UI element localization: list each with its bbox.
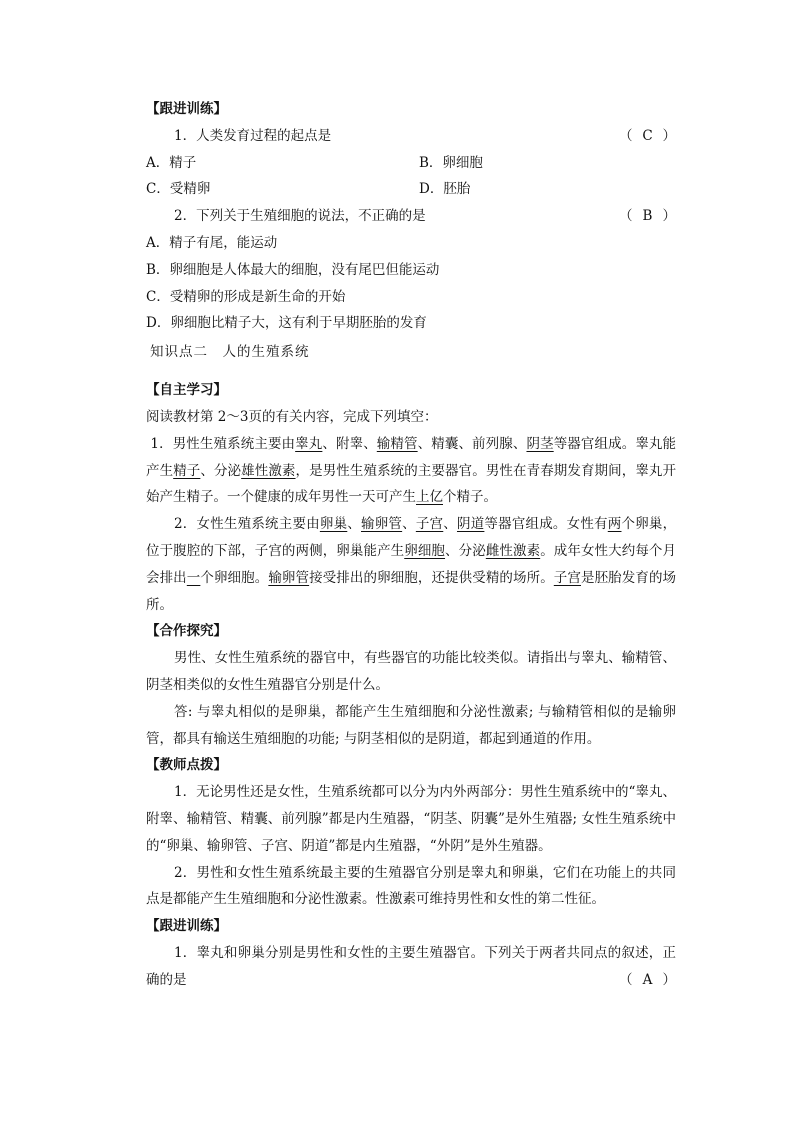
self-study-paragraph-2 (146, 511, 676, 618)
teacher-heading: 【教师点拨】 (146, 757, 227, 774)
options-row (146, 176, 676, 203)
blank-answer: 睾丸 (295, 435, 323, 452)
cooperate-heading: 【合作探究】 (146, 623, 227, 640)
question-stem: 1．睾丸和卵巢分别是男性和女性的主要生殖器官。下列关于两者共同点的叙述，正确的是 (146, 944, 676, 988)
text: 、附睾、 (322, 435, 377, 452)
question-stem: 1．人类发育过程的起点是 (174, 127, 332, 144)
blank-answer: 阴道 (456, 516, 485, 533)
blank-answer: 输精管 (376, 435, 418, 452)
text: 个精子。 (443, 489, 497, 506)
option-d: D．胚胎 (419, 181, 471, 198)
answer-letter: B (642, 208, 653, 225)
text: 是胚胎发育的场所。 (146, 569, 677, 613)
text: 等器官组成。女性有 (484, 516, 608, 533)
blank-answer: 雌性激素 (485, 542, 541, 559)
cooperate-question (146, 645, 676, 699)
option-b: B．卵细胞 (419, 154, 483, 171)
option-d: D．卵细胞比精子大，这有利于早期胚胎的发育 (146, 315, 427, 332)
question-2 (146, 203, 676, 230)
training-heading-2: 【跟进训练】 (146, 918, 227, 935)
answer-bracket: （ B ） (619, 203, 676, 230)
question-1 (146, 123, 676, 150)
cooperate-question-text: 男性、女性生殖系统的器官中，有些器官的功能比较类似。请指出与睾丸、输精管、阴茎相类似的女性生殖器官分别是什么。 (146, 650, 676, 693)
question-stem: 2．下列关于生殖细胞的说法，不正确的是 (174, 208, 426, 225)
teacher-paragraph-2 (146, 860, 676, 914)
self-study-heading: 【自主学习】 (146, 382, 227, 399)
answer-bracket: （ C ） (619, 123, 676, 150)
answer-letter: A (642, 971, 653, 988)
text: ，是男性生殖系统的主要器官。男性在青春期发育期间，睾丸开始产生精子。一个健康的成年男性一天可产生 (146, 462, 677, 506)
question-1-b (146, 940, 676, 994)
self-study-intro: 阅读教材第 2～3页的有关内容，完成下列填空： (146, 408, 438, 425)
cooperate-answer-text: 答: 与睾丸相似的是卵巢，都能产生生殖细胞和分泌性激素; 与输精管相似的是输卵管，都具有输送生殖细胞的功能; 与阴茎相似的是阴道，都起到通道的作用。 (146, 703, 676, 747)
teacher-paragraph-1-text: 1．无论男性还是女性，生殖系统都可以分为内外两部分：男性生殖系统中的“睾丸、附睾、输精管、精囊、前列腺”都是内生殖器，“阴茎、阴囊”是外生殖器; 女性生殖系统中的“卵巢、输卵管、子宫、阴道”都是内生殖器，“外阴”是外生殖器。 (146, 784, 676, 854)
teacher-paragraph-2-text: 2．男性和女性生殖系统最主要的生殖器官分别是睾丸和卵巢，它们在功能上的共同点是都能产生生殖细胞和分泌性激素。性激素可维持男性和女性的第二性征。 (146, 864, 676, 908)
option-a: A．精子 (146, 154, 197, 171)
text: 1．男性生殖系统主要由 (150, 435, 296, 452)
blank-answer: 子宫 (553, 569, 581, 586)
text: 、分泌 (200, 462, 242, 479)
option-c: C．受精卵 (146, 181, 211, 198)
blank-answer: 卵巢 (319, 516, 348, 533)
self-study-paragraph-1 (146, 431, 676, 511)
text: 接受排出的卵细胞，还提供受精的场所。 (309, 569, 554, 586)
text: 、精囊、前列腺、 (417, 435, 527, 452)
worksheet-page (146, 96, 676, 994)
blank-answer: 输卵管 (361, 516, 403, 533)
blank-answer: 子宫 (415, 516, 444, 533)
option-c: C．受精卵的形成是新生命的开始 (146, 288, 346, 305)
answer-bracket: （ A ） (619, 967, 676, 994)
text: 、 (402, 516, 416, 533)
blank-answer: 阴茎 (526, 435, 554, 452)
option-a: A．精子有尾，能运动 (146, 234, 278, 251)
section-title: 知识点二 人的生殖系统 (150, 344, 310, 361)
blank-answer: 输卵管 (268, 569, 310, 586)
text: 个卵细胞。 (200, 569, 269, 586)
options-row (146, 150, 676, 177)
blank-answer: 一 (186, 569, 201, 586)
training-heading: 【跟进训练】 (146, 101, 227, 117)
blank-answer: 上亿 (416, 489, 443, 506)
text: 等器官组成。睾丸能产生 (146, 435, 677, 479)
blank-answer: 精子 (173, 462, 201, 479)
text: 、分泌 (445, 542, 486, 559)
text: 、 (347, 516, 361, 533)
cooperate-answer (146, 699, 676, 753)
text: 个卵巢，位于腹腔的下部，子宫的两侧，卵巢能产生 (146, 516, 677, 559)
text: 2．女性生殖系统主要由 (174, 516, 320, 533)
blank-answer: 两 (607, 516, 622, 533)
teacher-paragraph-1 (146, 779, 676, 859)
text: 、 (443, 516, 457, 533)
text: 。成年女性大约每个月会排出 (146, 542, 677, 586)
blank-answer: 雄性激素 (241, 462, 296, 479)
answer-letter: C (642, 127, 653, 144)
option-b: B．卵细胞是人体最大的细胞，没有尾巴但能运动 (146, 261, 440, 278)
blank-answer: 卵细胞 (404, 542, 446, 559)
